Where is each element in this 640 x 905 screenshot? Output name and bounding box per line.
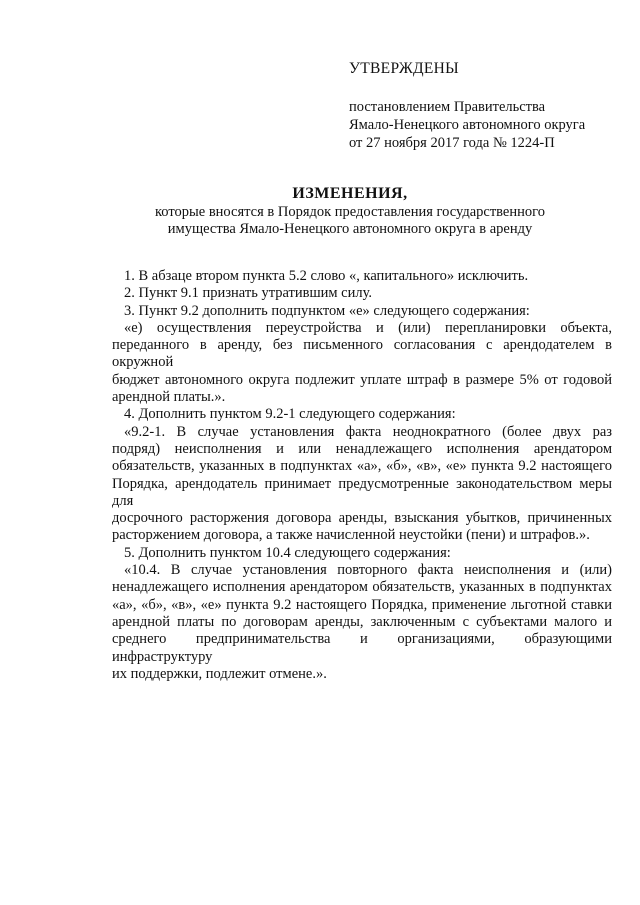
document-subtitle-line-2: имущества Ямало-Ненецкого автономного округа в аренду xyxy=(167,221,533,237)
item-3-quote-line-2: переданного в аренду, без письменного согласования с арендодателем в окружной xyxy=(112,337,612,371)
item-4: 4. Дополнить пунктом 9.2-1 следующего содержания: xyxy=(124,406,456,423)
item-5-quote-line-5: среднего предпринимательства и организациями, образующими инфраструктуру xyxy=(112,631,612,665)
item-4-quote-line-1: «9.2-1. В случае установления факта неоднократного (более двух раз xyxy=(124,423,612,440)
item-5-quote-line-1: «10.4. В случае установления повторного факта неисполнения и (или) xyxy=(124,562,612,579)
item-4-quote-line-4: Порядка, арендодатель принимает предусмотренные законодательством меры для xyxy=(112,475,612,509)
document-title: ИЗМЕНЕНИЯ, xyxy=(292,185,408,202)
approval-line-3: от 27 ноября 2017 года № 1224-П xyxy=(349,135,555,151)
approval-line-1: постановлением Правительства xyxy=(349,99,546,115)
title-block xyxy=(110,184,590,238)
approval-heading: УТВЕРЖДЕНЫ xyxy=(349,60,459,77)
item-5-quote-line-3: «а», «б», «в», «е» пункта 9.2 настоящего Порядка, применение льготной ставки xyxy=(112,596,612,613)
item-5-quote-line-6: их поддержки, подлежит отмене.». xyxy=(112,665,327,682)
item-3-quote-line-1: «е) осуществления переустройства и (или) перепланировки объекта, xyxy=(124,319,612,336)
item-3-quote-line-4: арендной платы.». xyxy=(112,389,226,406)
approval-line-2: Ямало-Ненецкого автономного округа xyxy=(349,117,586,133)
document-body xyxy=(112,268,612,683)
item-4-quote-line-5: досрочного расторжения договора аренды, взыскания убытков, причиненных xyxy=(112,510,612,527)
item-5-quote-line-4: арендной платы по договорам аренды, заключенным с субъектами малого и xyxy=(112,613,612,630)
item-3-quote-line-3: бюджет автономного округа подлежит уплате штраф в размере 5% от годовой xyxy=(112,371,612,388)
approval-block xyxy=(349,60,619,152)
item-5: 5. Дополнить пунктом 10.4 следующего содержания: xyxy=(124,544,451,561)
item-4-quote-line-2: подряд) неисполнения и или ненадлежащего исполнения арендатором xyxy=(112,440,612,457)
item-2: 2. Пункт 9.1 признать утратившим силу. xyxy=(124,285,373,302)
item-4-quote-line-6: расторжением договора, а также начисленной неустойки (пени) и штрафов.». xyxy=(112,527,590,544)
item-5-quote-line-2: ненадлежащего исполнения арендатором обязательств, указанных в подпунктах xyxy=(112,579,612,596)
item-3: 3. Пункт 9.2 дополнить подпунктом «е» следующего содержания: xyxy=(124,302,530,319)
document-subtitle-line-1: которые вносятся в Порядок предоставления государственного xyxy=(155,204,545,220)
item-4-quote-line-3: обязательств, указанных в подпунктах «а», «б», «в», «е» пункта 9.2 настоящего xyxy=(112,458,612,475)
item-1: 1. В абзаце втором пункта 5.2 слово «, капитального» исключить. xyxy=(124,268,529,284)
